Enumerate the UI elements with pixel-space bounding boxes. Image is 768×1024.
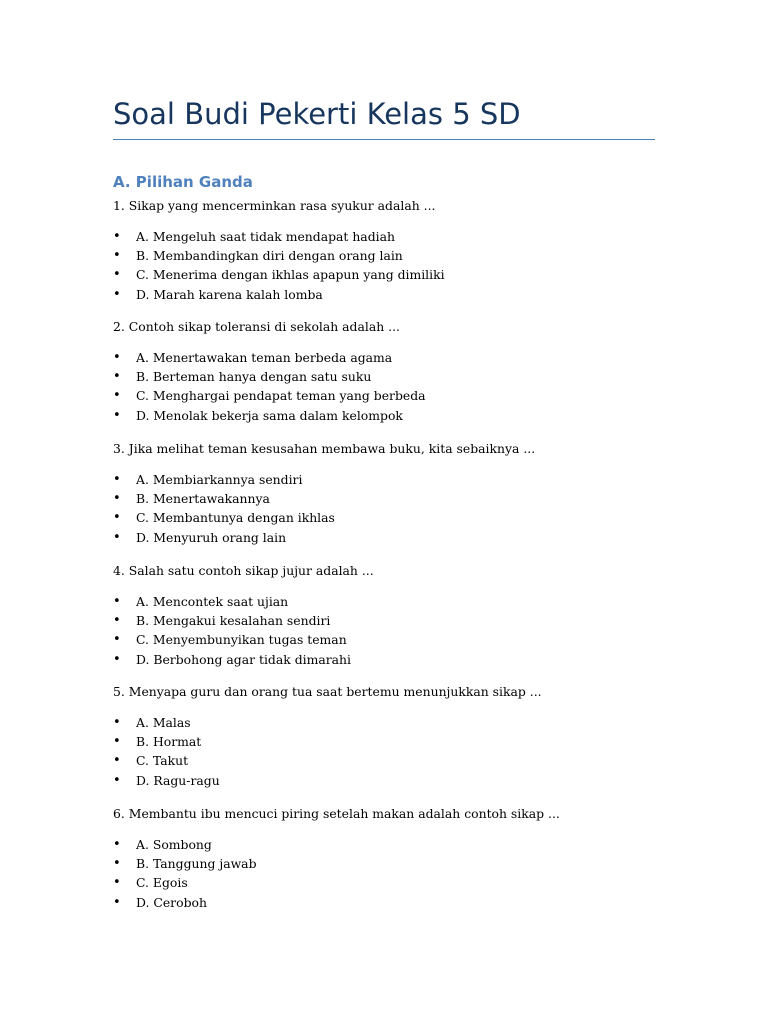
question-text: 5. Menyapa guru dan orang tua saat bertemu menunjukkan sikap ... (113, 684, 542, 699)
option-text: B. Hormat (136, 734, 202, 750)
question-text: 3. Jika melihat teman kesusahan membawa buku, kita sebaiknya ... (113, 441, 536, 456)
answer-option (113, 630, 673, 649)
option-text: B. Berteman hanya dengan satu suku (136, 369, 372, 385)
answer-option (113, 508, 673, 527)
bullet-icon: • (113, 229, 121, 244)
question-2 (113, 317, 673, 425)
bullet-icon: • (113, 613, 121, 629)
answer-option (113, 285, 673, 304)
option-text: A. Mengeluh saat tidak mendapat hadiah (136, 229, 395, 244)
option-text: B. Menertawakannya (136, 491, 270, 507)
question-3 (113, 439, 673, 547)
answer-options (113, 835, 673, 912)
bullet-icon: • (113, 510, 121, 526)
answer-options (113, 227, 673, 304)
answer-option (113, 771, 673, 790)
question-text: 6. Membantu ibu mencuci piring setelah makan adalah contoh sikap ... (113, 806, 560, 821)
option-text: B. Tanggung jawab (136, 856, 257, 872)
question-text: 2. Contoh sikap toleransi di sekolah adalah ... (113, 319, 400, 334)
bullet-icon: • (113, 248, 121, 264)
bullet-icon: • (113, 875, 121, 891)
question-5 (113, 682, 673, 790)
option-text: D. Ceroboh (136, 894, 207, 910)
option-text: C. Menghargai pendapat teman yang berbeda (136, 388, 426, 404)
answer-option (113, 528, 673, 547)
bullet-icon: • (113, 529, 121, 545)
bullet-icon: • (113, 837, 121, 852)
answer-option (113, 732, 673, 751)
answer-option (113, 227, 673, 246)
answer-option (113, 713, 673, 732)
bullet-icon: • (113, 407, 121, 423)
document-title: Soal Budi Pekerti Kelas 5 SD (113, 97, 521, 131)
answer-option (113, 873, 673, 892)
bullet-icon: • (113, 772, 121, 788)
bullet-icon: • (113, 632, 121, 648)
option-text: D. Menyuruh orang lain (136, 529, 287, 545)
question-4 (113, 561, 673, 669)
answer-option (113, 470, 673, 489)
question-text: 1. Sikap yang mencerminkan rasa syukur adalah ... (113, 198, 436, 213)
answer-option (113, 386, 673, 405)
option-text: A. Malas (136, 715, 191, 730)
bullet-icon: • (113, 286, 121, 302)
option-text: D. Berbohong agar tidak dimarahi (136, 651, 351, 667)
answer-options (113, 592, 673, 669)
bullet-icon: • (113, 651, 121, 667)
answer-option (113, 854, 673, 873)
option-text: D. Menolak bekerja sama dalam kelompok (136, 407, 403, 423)
answer-options (113, 470, 673, 547)
answer-option (113, 246, 673, 265)
bullet-icon: • (113, 369, 121, 385)
question-1 (113, 196, 673, 304)
option-text: D. Marah karena kalah lomba (136, 286, 323, 302)
option-text: C. Membantunya dengan ikhlas (136, 510, 335, 526)
bullet-icon: • (113, 594, 121, 609)
answer-options (113, 348, 673, 425)
answer-option (113, 835, 673, 854)
option-text: A. Sombong (136, 837, 212, 852)
option-text: C. Menyembunyikan tugas teman (136, 632, 347, 648)
bullet-icon: • (113, 472, 121, 487)
title-underline-rule (113, 139, 655, 140)
bullet-icon: • (113, 267, 121, 283)
section-heading: A. Pilihan Ganda (113, 173, 253, 191)
option-text: C. Egois (136, 875, 188, 891)
bullet-icon: • (113, 856, 121, 872)
option-text: B. Mengakui kesalahan sendiri (136, 613, 331, 629)
option-text: C. Takut (136, 753, 189, 769)
answer-option (113, 592, 673, 611)
option-text: C. Menerima dengan ikhlas apapun yang dimiliki (136, 267, 445, 283)
answer-option (113, 406, 673, 425)
bullet-icon: • (113, 894, 121, 910)
option-text: A. Membiarkannya sendiri (136, 472, 303, 487)
answer-option (113, 893, 673, 912)
bullet-icon: • (113, 388, 121, 404)
answer-option (113, 751, 673, 770)
answer-option (113, 650, 673, 669)
answer-option (113, 265, 673, 284)
option-text: D. Ragu-ragu (136, 772, 220, 788)
answer-options (113, 713, 673, 790)
answer-option (113, 611, 673, 630)
option-text: B. Membandingkan diri dengan orang lain (136, 248, 403, 264)
bullet-icon: • (113, 350, 121, 365)
bullet-icon: • (113, 491, 121, 507)
bullet-icon: • (113, 753, 121, 769)
question-6 (113, 804, 673, 912)
option-text: A. Menertawakan teman berbeda agama (136, 350, 393, 365)
answer-option (113, 367, 673, 386)
option-text: A. Mencontek saat ujian (136, 594, 289, 609)
bullet-icon: • (113, 715, 121, 730)
bullet-icon: • (113, 734, 121, 750)
answer-option (113, 489, 673, 508)
question-text: 4. Salah satu contoh sikap jujur adalah ... (113, 563, 374, 578)
answer-option (113, 348, 673, 367)
